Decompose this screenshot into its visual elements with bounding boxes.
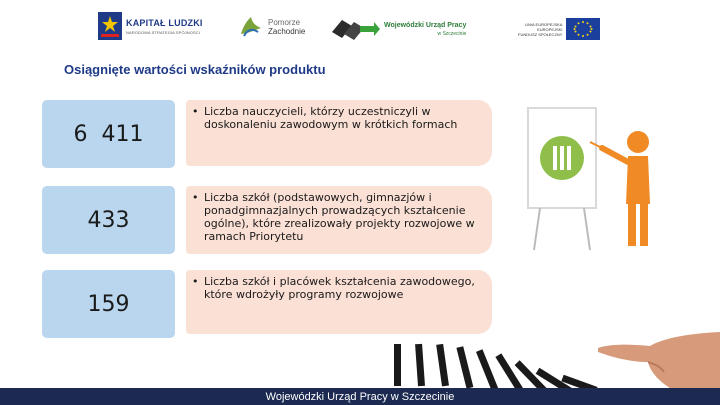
kapital-ludzki-logo <box>98 12 203 40</box>
presenter-illustration-icon <box>520 100 680 280</box>
eu-line1: UNIA EUROPEJSKA <box>525 21 563 27</box>
wup-logo <box>330 16 466 42</box>
indicator-description-general-schools <box>186 186 492 254</box>
bullet-marker: • <box>192 191 199 204</box>
eu-line3: FUNDUSZ SPOŁECZNY <box>518 31 563 37</box>
eu-flag-icon <box>566 18 600 40</box>
hand-illustration-icon <box>590 322 720 388</box>
indicator-description-text: Liczba nauczycieli, którzy uczestniczyli w doskonaleniu zawodowym w krótkich formach <box>204 105 458 131</box>
eu-line2: EUROPEJSKI <box>537 26 563 32</box>
indicator-value-general-schools <box>42 186 175 254</box>
eu-text <box>518 22 562 37</box>
page-title: Osiągnięte wartości wskaźników produktu <box>64 62 326 77</box>
wup-logo-icon <box>330 16 380 42</box>
indicator-description-teachers <box>186 100 492 166</box>
bullet-marker: • <box>192 275 199 288</box>
kapital-ludzki-subtitle: NARODOWA STRATEGIA SPÓJNOŚCI <box>126 29 200 35</box>
indicator-value-text: 433 <box>87 207 130 233</box>
pomorze-zachodnie-logo-icon <box>238 14 264 40</box>
wup-line1: Wojewódzki Urząd Pracy <box>384 21 467 29</box>
pomorze-line1: Pomorze <box>268 18 301 27</box>
kapital-ludzki-logo-icon <box>98 12 122 40</box>
footer-text: Wojewódzki Urząd Pracy w Szczecinie <box>265 390 455 403</box>
kapital-ludzki-name: KAPITAŁ LUDZKI <box>126 17 203 28</box>
indicator-value-teachers <box>42 100 175 168</box>
logo-strip <box>0 0 720 56</box>
footer-bar <box>0 388 720 405</box>
indicator-value-vocational-schools <box>42 270 175 338</box>
pomorze-line2: Zachodnie <box>268 27 306 36</box>
indicator-description-vocational-schools <box>186 270 492 334</box>
wup-line2: w Szczecinie <box>437 30 467 37</box>
eu-logo <box>518 18 600 40</box>
indicator-description-text: Liczba szkół i placówek kształcenia zawodowego, które wdrożyły programy rozwojowe <box>204 275 475 301</box>
pomorze-zachodnie-logo <box>238 14 305 40</box>
indicator-description-text: Liczba szkół (podstawowych, gimnazjów i ponadgimnazjalnych prowadzących kształcenie ogólne), które zrealizowały projekty rozwojowe w ramach Priorytetu <box>204 191 475 243</box>
indicator-value-text: 159 <box>87 291 130 317</box>
indicator-value-text: 6 411 <box>73 121 144 147</box>
bullet-marker: • <box>192 105 199 118</box>
